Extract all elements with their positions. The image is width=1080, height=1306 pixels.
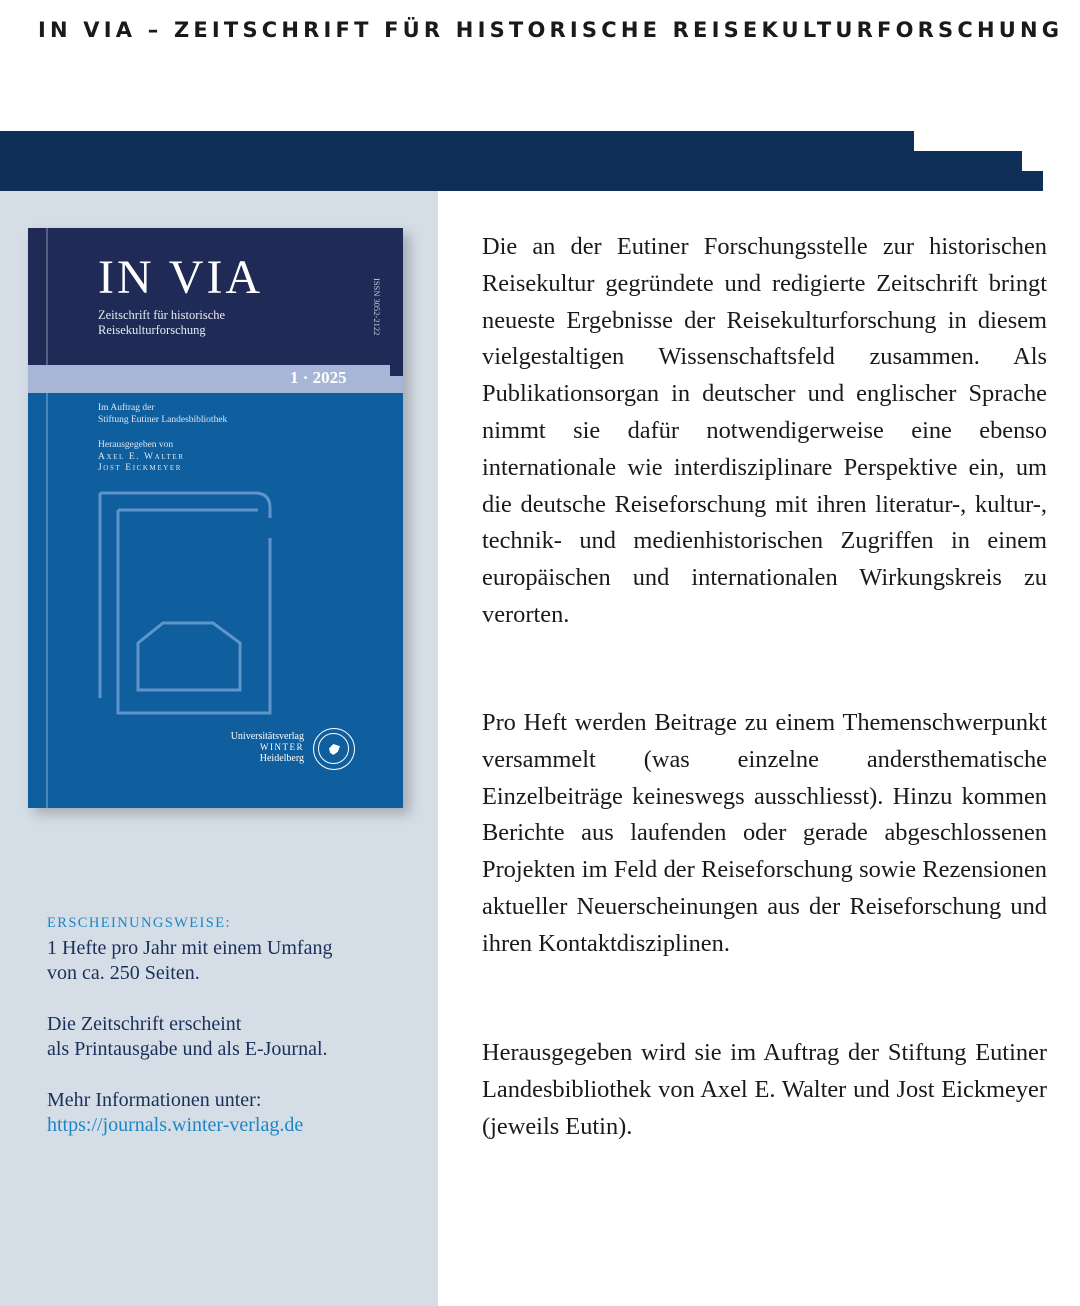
cover-publisher-line3: Heidelberg <box>259 753 304 764</box>
frequency-line1: 1 Hefte pro Jahr mit einem Umfang <box>47 937 333 959</box>
cover-title: IN VIA <box>98 251 264 304</box>
publication-frequency-label: ERSCHEINUNGSWEISE: <box>47 915 231 931</box>
header-band-step-small <box>1022 171 1043 191</box>
cover-line-art <box>28 228 403 808</box>
cover-subtitle-line2: Reisekulturforschung <box>98 323 206 337</box>
cover-subtitle-line1: Zeitschrift für historische <box>98 308 226 322</box>
cover-editor-1: Axel E. Walter <box>98 451 185 462</box>
cover-publisher-line2: WINTER <box>260 742 304 752</box>
description-paragraph-3: Herausgegeben wird sie im Auftrag der Stiftung Eutiner Landesbibliothek von Axel E. Walter und Jost Eickmeyer (jeweils Eutin). <box>482 1039 1047 1140</box>
format-line2: als Printausgabe und als E-Journal. <box>47 1037 328 1060</box>
cover-art-top-line <box>100 493 270 518</box>
cover-editors-label: Herausgegeben von <box>98 440 174 450</box>
cover-publisher-line1: Universitätsverlag <box>230 731 304 742</box>
publication-frequency-text <box>47 936 427 985</box>
cover-issue-number: 1 · 2025 <box>290 368 347 387</box>
publisher-seal-icon <box>313 728 355 770</box>
journal-cover <box>28 228 403 808</box>
cover-art-frame <box>118 510 270 713</box>
cover-commission-line2: Stiftung Eutiner Landesbibliothek <box>98 414 228 425</box>
publisher-seal-mark <box>329 744 340 755</box>
cover-issn: ISSN 3052-2122 <box>372 278 382 336</box>
publication-format-text <box>47 1012 427 1061</box>
description-paragraph-2: Pro Heft werden Beitrage zu einem Themenschwerpunkt versammelt (was einzelne andersthematische Einzelbeiträge keineswegs ausschliesst). Hinzu kommen Berichte aus laufenden oder gerade abgeschlossenen Projekten im Feld der Reiseforschung sowie Rezensionen aktueller Neuerscheinungen aus der Reiseforschung und ihren Kontaktdisziplinen. <box>482 709 1047 957</box>
more-info-label: Mehr Informationen unter: <box>47 1089 262 1111</box>
page-header-title: IN VIA – ZEITSCHRIFT FÜR HISTORISCHE REISEKULTURFORSCHUNG <box>38 18 1064 42</box>
header-band <box>0 131 914 191</box>
cover-editor-2: Jost Eickmeyer <box>98 463 183 473</box>
publisher-seal-inner <box>318 733 349 764</box>
journal-website-link[interactable]: https://journals.winter-verlag.de <box>47 1113 304 1136</box>
format-line1: Die Zeitschrift erscheint <box>47 1013 242 1035</box>
cover-commission-line1: Im Auftrag der <box>98 403 155 413</box>
cover-art-arch <box>138 623 240 690</box>
frequency-line2: von ca. 250 Seiten. <box>47 961 200 984</box>
header-band-step <box>914 151 1022 191</box>
cover-publisher <box>224 731 304 764</box>
more-info <box>47 1088 427 1137</box>
description-paragraph-1: Die an der Eutiner Forschungsstelle zur historischen Reisekultur gegründete und redigierte Zeitschrift bringt neueste Ergebnisse der Reisekulturforschung in diesem vielgestaltigen Wissenschaftsfeld zusammen. Als Publikationsorgan in deutscher und englischer Sprache nimmt sie dafür notwendigerweise eine ebenso internationale wie interdisziplinare Perspektive ein, um die deutsche Reiseforschung mit ihren literatur-, kultur-, technik- und medienhistorischen Zugriffen in einem europäischen und internationalen Wirkungskreis zu verorten. <box>482 233 1047 628</box>
